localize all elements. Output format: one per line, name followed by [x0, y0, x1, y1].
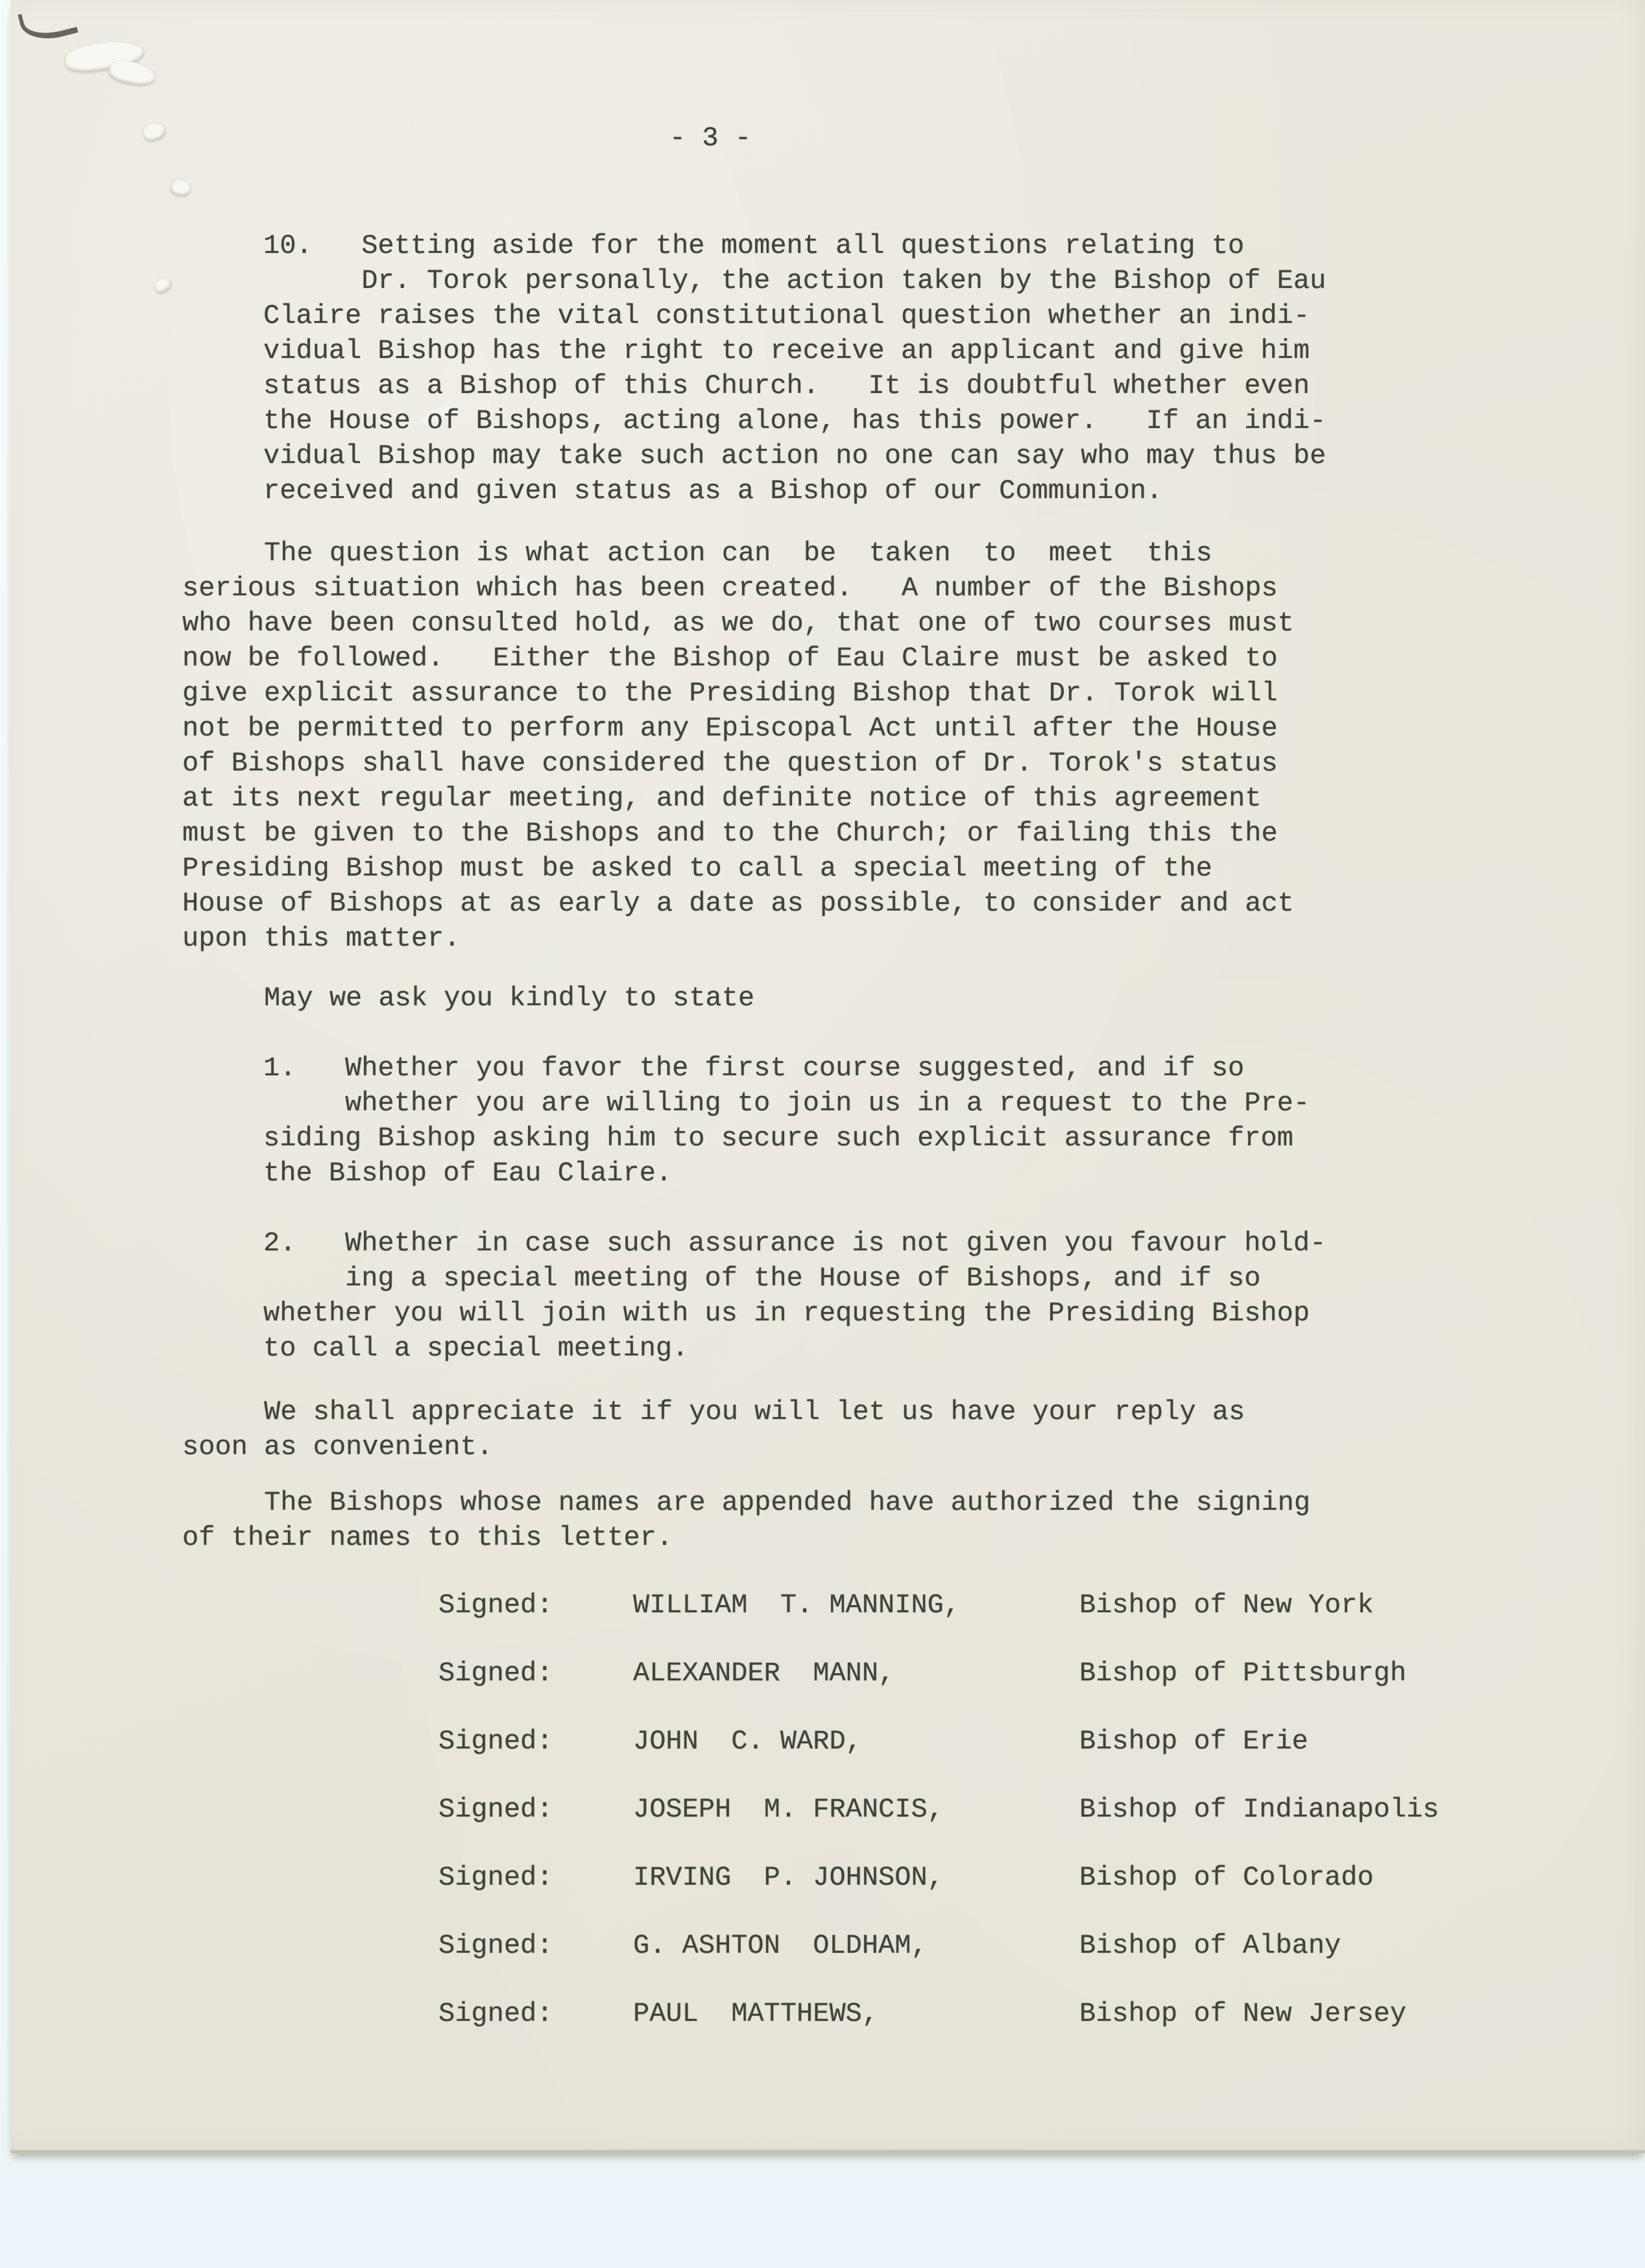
paper-tear-mark: [107, 58, 157, 89]
signer-title: Bishop of Albany: [1079, 1930, 1341, 1961]
text-line: We shall appreciate it if you will let us have your reply as: [182, 1396, 1245, 1427]
list-item-2: [263, 1226, 1326, 1366]
signed-label: Signed:: [438, 1998, 553, 2029]
signature-row: [438, 1724, 1541, 1792]
text-line: 1. Whether you favor the first course suggested, and if so: [263, 1053, 1245, 1084]
document-page: [10, 0, 1645, 2153]
text-line: upon this matter.: [182, 923, 461, 954]
text-line: The Bishops whose names are appended have authorized the signing: [182, 1487, 1311, 1518]
signature-row: [438, 1656, 1541, 1724]
text-line: to call a special meeting.: [263, 1333, 689, 1364]
text-line: whether you are willing to join us in a request to the Pre-: [263, 1088, 1310, 1119]
paper-tear-mark: [170, 179, 191, 197]
signed-label: Signed:: [438, 1862, 553, 1893]
text-line: siding Bishop asking him to secure such explicit assurance from: [263, 1123, 1293, 1154]
text-line: serious situation which has been created. A number of the Bishops: [182, 573, 1278, 604]
signer-title: Bishop of New York: [1079, 1590, 1374, 1621]
signer-title: Bishop of Colorado: [1079, 1862, 1374, 1893]
text-line: now be followed. Either the Bishop of Eau Claire must be asked to: [182, 643, 1278, 674]
text-line: of their names to this letter.: [182, 1522, 673, 1553]
signature-row: [438, 1792, 1541, 1860]
signed-label: Signed:: [438, 1930, 553, 1961]
paper-tear-mark: [152, 276, 174, 295]
signer-name: JOSEPH M. FRANCIS,: [633, 1794, 944, 1825]
text-line: give explicit assurance to the Presiding Bishop that Dr. Torok will: [182, 678, 1278, 709]
text-line: who have been consulted hold, as we do, that one of two courses must: [182, 608, 1294, 639]
text-line: of Bishops shall have considered the question of Dr. Torok's status: [182, 748, 1278, 779]
signer-name: ALEXANDER MANN,: [633, 1658, 895, 1689]
signer-name: WILLIAM T. MANNING,: [633, 1590, 961, 1621]
text-line: whether you will join with us in requesting the Presiding Bishop: [263, 1298, 1310, 1329]
text-line: received and given status as a Bishop of our Communion.: [263, 475, 1163, 507]
paper-tear-mark: [141, 120, 168, 143]
signer-name: PAUL MATTHEWS,: [633, 1998, 879, 2029]
signer-title: Bishop of Pittsburgh: [1079, 1658, 1407, 1689]
signer-title: Bishop of Erie: [1079, 1726, 1308, 1757]
signature-block: [438, 1588, 1541, 2064]
signed-label: Signed:: [438, 1794, 553, 1825]
signature-row: [438, 1588, 1541, 1656]
text-line: 2. Whether in case such assurance is not given you favour hold-: [263, 1228, 1327, 1259]
paragraph-invitation: [182, 981, 754, 1016]
signature-row: [438, 1860, 1541, 1928]
signer-name: JOHN C. WARD,: [633, 1726, 862, 1757]
text-line: not be permitted to perform any Episcopal Act until after the House: [182, 713, 1278, 744]
staple-mark: [18, 2, 78, 46]
signed-label: Signed:: [438, 1726, 553, 1757]
text-line: House of Bishops at as early a date as possible, to consider and act: [182, 888, 1294, 919]
signer-name: G. ASHTON OLDHAM,: [633, 1930, 928, 1961]
text-line: the House of Bishops, acting alone, has this power. If an indi-: [263, 405, 1327, 436]
text-line: the Bishop of Eau Claire.: [263, 1158, 673, 1189]
list-item-1: [263, 1051, 1310, 1191]
text-line: vidual Bishop may take such action no one can say who may thus be: [263, 440, 1327, 472]
paragraph-authorization: [182, 1485, 1310, 1555]
text-line: 10. Setting aside for the moment all questions relating to: [263, 230, 1245, 261]
text-line: The question is what action can be taken to meet this: [182, 538, 1212, 569]
text-line: at its next regular meeting, and definite notice of this agreement: [182, 783, 1262, 814]
signed-label: Signed:: [438, 1658, 553, 1689]
text-line: Claire raises the vital constitutional question whether an indi-: [263, 300, 1310, 331]
signature-row: [438, 1928, 1541, 1996]
signer-title: Bishop of Indianapolis: [1079, 1794, 1439, 1825]
page-number: - 3 -: [669, 123, 752, 154]
signer-name: IRVING P. JOHNSON,: [633, 1862, 944, 1893]
text-line: ing a special meeting of the House of Bishops, and if so: [263, 1263, 1261, 1294]
text-line: Presiding Bishop must be asked to call a special meeting of the: [182, 853, 1212, 884]
text-line: must be given to the Bishops and to the Church; or failing this the: [182, 818, 1278, 849]
paragraph-question: [182, 536, 1294, 956]
text-line: vidual Bishop has the right to receive an applicant and give him: [263, 335, 1310, 366]
text-line: status as a Bishop of this Church. It is doubtful whether even: [263, 370, 1310, 401]
text-line: Dr. Torok personally, the action taken by the Bishop of Eau: [263, 265, 1327, 296]
signature-row: [438, 1996, 1541, 2064]
signed-label: Signed:: [438, 1590, 553, 1621]
text-line: soon as convenient.: [182, 1431, 493, 1462]
paragraph-reply: [182, 1394, 1245, 1464]
signer-title: Bishop of New Jersey: [1079, 1998, 1407, 2029]
paragraph-10: [263, 228, 1326, 508]
text-line: May we ask you kindly to state: [182, 983, 755, 1014]
